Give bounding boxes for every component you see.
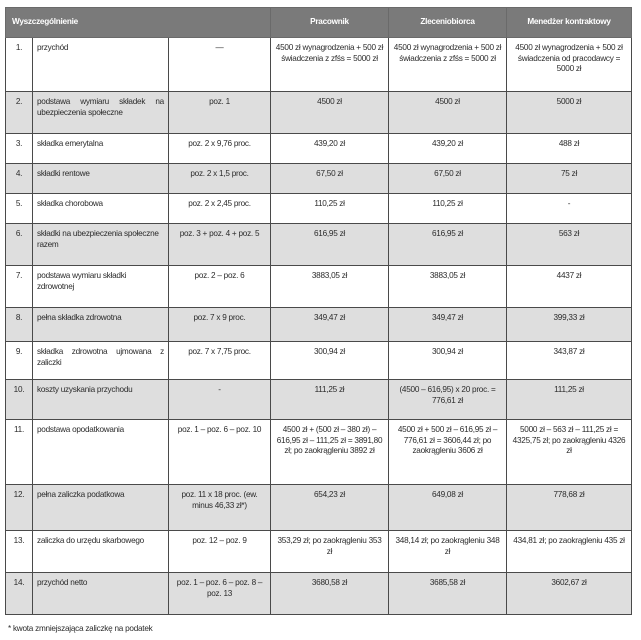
value-manager: 111,25 zł xyxy=(507,380,632,420)
table-header-row xyxy=(6,8,632,38)
value-contractor: 4500 zł xyxy=(389,92,507,134)
row-label: pełna składka zdrowotna xyxy=(33,308,169,342)
row-number: 6. xyxy=(6,224,33,266)
row-label: przychód xyxy=(33,38,169,92)
value-employee: 111,25 zł xyxy=(271,380,389,420)
value-employee: 353,29 zł; po zaokrągleniu 353 zł xyxy=(271,531,389,573)
value-employee: 654,23 zł xyxy=(271,485,389,531)
row-label: składki na ubezpieczenia społeczne razem xyxy=(33,224,169,266)
row-formula: poz. 2 x 2,45 proc. xyxy=(169,194,271,224)
row-label: koszty uzyskania przychodu xyxy=(33,380,169,420)
row-formula: poz. 1 – poz. 6 – poz. 8 – poz. 13 xyxy=(169,573,271,615)
table-row xyxy=(6,485,632,531)
value-contractor: 4500 zł wynagrodzenia + 500 zł świadczenia z zfśs = 5000 zł xyxy=(389,38,507,92)
value-employee: 300,94 zł xyxy=(271,342,389,380)
value-contractor: 349,47 zł xyxy=(389,308,507,342)
header-employee: Pracownik xyxy=(271,8,389,38)
row-formula: poz. 7 x 9 proc. xyxy=(169,308,271,342)
row-label: pełna zaliczka podatkowa xyxy=(33,485,169,531)
row-number: 12. xyxy=(6,485,33,531)
value-manager: 5000 zł xyxy=(507,92,632,134)
footnote: * kwota zmniejszająca zaliczkę na podatek xyxy=(8,624,153,633)
row-formula: poz. 3 + poz. 4 + poz. 5 xyxy=(169,224,271,266)
row-formula: poz. 1 – poz. 6 – poz. 10 xyxy=(169,420,271,485)
value-employee: 3680,58 zł xyxy=(271,573,389,615)
table-body xyxy=(6,38,632,615)
value-employee: 616,95 zł xyxy=(271,224,389,266)
row-number: 9. xyxy=(6,342,33,380)
value-manager: 4437 zł xyxy=(507,266,632,308)
value-contractor: 649,08 zł xyxy=(389,485,507,531)
value-manager: 343,87 zł xyxy=(507,342,632,380)
table-row xyxy=(6,531,632,573)
value-contractor: 616,95 zł xyxy=(389,224,507,266)
row-label: składka zdrowotna ujmowana z zaliczki xyxy=(33,342,169,380)
row-formula: poz. 11 x 18 proc. (ew. minus 46,33 zł*) xyxy=(169,485,271,531)
row-formula: poz. 12 – poz. 9 xyxy=(169,531,271,573)
table-row xyxy=(6,134,632,164)
value-contractor: 67,50 zł xyxy=(389,164,507,194)
value-employee: 3883,05 zł xyxy=(271,266,389,308)
value-contractor: 439,20 zł xyxy=(389,134,507,164)
row-number: 7. xyxy=(6,266,33,308)
value-contractor: 3685,58 zł xyxy=(389,573,507,615)
value-employee: 4500 zł + (500 zł – 380 zł) – 616,95 zł – 111,25 zł = 3891,80 zł; po zaokrągleniu 3892 zł xyxy=(271,420,389,485)
value-manager: 434,81 zł; po zaokrągleniu 435 zł xyxy=(507,531,632,573)
value-employee: 110,25 zł xyxy=(271,194,389,224)
row-number: 11. xyxy=(6,420,33,485)
row-number: 5. xyxy=(6,194,33,224)
row-formula: — xyxy=(169,38,271,92)
table-row xyxy=(6,164,632,194)
row-number: 3. xyxy=(6,134,33,164)
header-manager: Menedżer kontraktowy xyxy=(507,8,632,38)
table-row xyxy=(6,308,632,342)
value-contractor: 4500 zł + 500 zł – 616,95 zł – 776,61 zł = 3606,44 zł; po zaokrągleniu 3606 zł xyxy=(389,420,507,485)
row-label: przychód netto xyxy=(33,573,169,615)
value-manager: 488 zł xyxy=(507,134,632,164)
value-manager: 4500 zł wynagrodzenia + 500 zł świadczenia od pracodawcy = 5000 zł xyxy=(507,38,632,92)
table-row xyxy=(6,224,632,266)
header-item: Wyszczególnienie xyxy=(6,8,271,38)
value-manager: 563 zł xyxy=(507,224,632,266)
table-row xyxy=(6,380,632,420)
row-formula: poz. 2 x 1,5 proc. xyxy=(169,164,271,194)
value-manager: 3602,67 zł xyxy=(507,573,632,615)
row-number: 13. xyxy=(6,531,33,573)
table-row xyxy=(6,573,632,615)
value-contractor: 3883,05 zł xyxy=(389,266,507,308)
row-number: 14. xyxy=(6,573,33,615)
row-number: 4. xyxy=(6,164,33,194)
row-formula: poz. 1 xyxy=(169,92,271,134)
table-row xyxy=(6,266,632,308)
value-employee: 349,47 zł xyxy=(271,308,389,342)
value-manager: - xyxy=(507,194,632,224)
table-row xyxy=(6,194,632,224)
row-number: 8. xyxy=(6,308,33,342)
row-label: podstawa wymiaru składek na ubezpieczenia społeczne xyxy=(33,92,169,134)
row-formula: poz. 7 x 7,75 proc. xyxy=(169,342,271,380)
value-manager: 778,68 zł xyxy=(507,485,632,531)
value-contractor: 110,25 zł xyxy=(389,194,507,224)
table-row xyxy=(6,38,632,92)
value-manager: 75 zł xyxy=(507,164,632,194)
row-label: składki rentowe xyxy=(33,164,169,194)
row-label: składka emerytalna xyxy=(33,134,169,164)
comparison-table xyxy=(5,7,632,615)
row-number: 2. xyxy=(6,92,33,134)
table-row xyxy=(6,420,632,485)
row-label: zaliczka do urzędu skarbowego xyxy=(33,531,169,573)
value-manager: 399,33 zł xyxy=(507,308,632,342)
row-label: podstawa wymiaru składki zdrowotnej xyxy=(33,266,169,308)
row-label: podstawa opodatkowania xyxy=(33,420,169,485)
value-contractor: 348,14 zł; po zaokrągleniu 348 zł xyxy=(389,531,507,573)
value-employee: 439,20 zł xyxy=(271,134,389,164)
value-employee: 67,50 zł xyxy=(271,164,389,194)
value-employee: 4500 zł xyxy=(271,92,389,134)
table-row xyxy=(6,92,632,134)
value-contractor: (4500 – 616,95) x 20 proc. = 776,61 zł xyxy=(389,380,507,420)
row-number: 10. xyxy=(6,380,33,420)
row-formula: poz. 2 – poz. 6 xyxy=(169,266,271,308)
row-number: 1. xyxy=(6,38,33,92)
value-manager: 5000 zł – 563 zł – 111,25 zł = 4325,75 zł; po zaokrągleniu 4326 zł xyxy=(507,420,632,485)
header-contractor: Zleceniobiorca xyxy=(389,8,507,38)
row-formula: poz. 2 x 9,76 proc. xyxy=(169,134,271,164)
value-contractor: 300,94 zł xyxy=(389,342,507,380)
row-formula: - xyxy=(169,380,271,420)
value-employee: 4500 zł wynagrodzenia + 500 zł świadczenia z zfśs = 5000 zł xyxy=(271,38,389,92)
table-row xyxy=(6,342,632,380)
row-label: składka chorobowa xyxy=(33,194,169,224)
